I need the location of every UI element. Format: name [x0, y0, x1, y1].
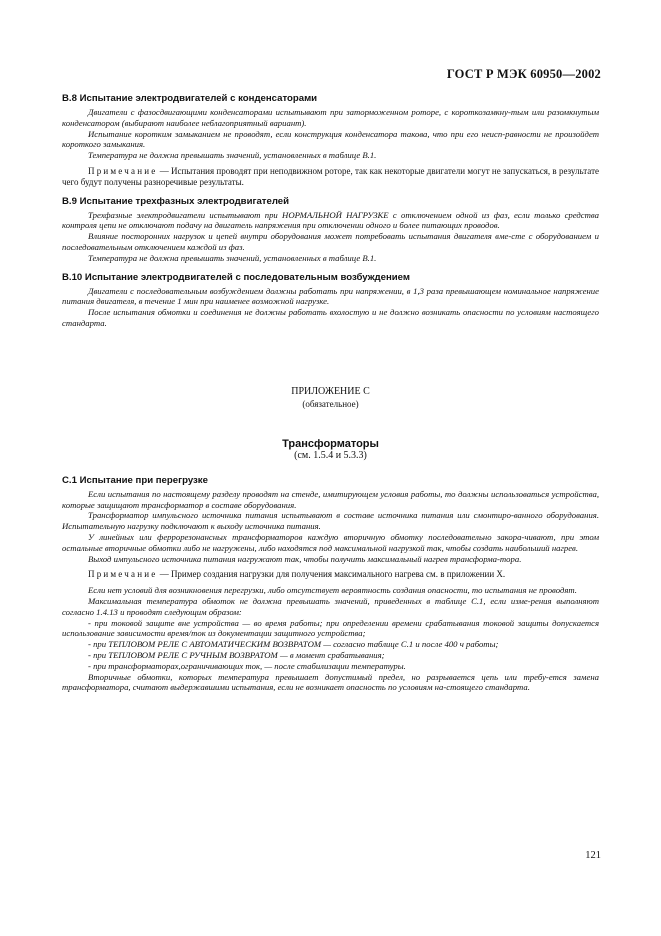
section-c1-title: С.1 Испытание при перегрузке [62, 474, 208, 486]
note-text: — Пример создания нагрузки для получения максимального нагрева см. в приложении Х. [157, 569, 506, 580]
note-text: — Испытания проводят при неподвижном роторе, так как некоторые двигатели могут не запускаться, в результате чего будут получены разноречивые результаты. [62, 165, 599, 187]
annex-status: (обязательное) [302, 398, 359, 409]
annex-title: ПРИЛОЖЕНИЕ С [291, 385, 370, 397]
paragraph: Температура не должна превышать значений, установленных в таблице В.1. [88, 150, 377, 161]
note [62, 166, 599, 188]
list-item: - при трансформаторах,ограничивающих ток, — после стабилизации температуры. [88, 660, 406, 671]
paragraph: Если испытания по настоящему разделу проводят на стенде, имитирующем условия работы, то должны использоваться устройства, которые защищают трансформатор в составе оборудования. [62, 488, 599, 510]
section-b9-title: В.9 Испытание трехфазных электродвигателей [62, 195, 290, 207]
paragraph: После испытания обмотки и соединения не должны работать вхолостую и не должно возникать опасности по условиям настоящего стандарта. [62, 307, 599, 328]
list-item: - при ТЕПЛОВОМ РЕЛЕ С РУЧНЫМ ВОЗВРАТОМ — в момент срабатывания; [88, 649, 385, 660]
paragraph: У линейных или феррорезонансных трансформаторов каждую вторичную обмотку последовательно закора-чивают, при этом остальные вторичные обмотки либо не нагружены, либо находятся под максимальной нагрузкой так, чтобы создать наибольший нагрев. [62, 531, 599, 553]
standard-header: ГОСТ Р МЭК 60950—2002 [446, 67, 601, 81]
note [62, 569, 599, 580]
paragraph: Влияние посторонних нагрузок и цепей внутри оборудования может потребовать испытания двигателя вме-сте с оборудованием и последовательным отключением каждой из фаз. [62, 231, 599, 252]
paragraph: Если нет условий для возникновения перегрузки, либо отсутствует вероятность создания опасности, то испытания не проводят. [88, 585, 577, 596]
paragraph: Максимальная температура обмоток не должна превышать значений, приведенных в таблице С.1, если изме-рения выполняют согласно 1.4.13 и проводят следующим образом: [62, 595, 599, 617]
page-content [62, 93, 599, 693]
list-item: - при ТЕПЛОВОМ РЕЛЕ С АВТОМАТИЧЕСКИМ ВОЗВРАТОМ — согласно таблице С.1 и после 400 ч работы; [88, 639, 499, 650]
list-item: - при токовой защите вне устройства — во время работы; при определении времени срабатывания токовой защиты допускается использование зависимости время/ток из документации защитного устройства; [62, 617, 599, 639]
paragraph: Вторичные обмотки, которых температура превышает допустимый предел, но разрывается цепь или требу-ется замена трансформатора, считают выдержавшими испытания, если не возникает опасность по условиям на-стоящего стандарта. [62, 671, 599, 693]
paragraph: Двигатели с последовательным возбуждением должны работать при напряжении, в 1,3 раза превышающем номинальное напряжение питания двигателя, в течение 1 мин при наименее возможной нагрузке. [62, 285, 599, 307]
section-b10-title: В.10 Испытание электродвигателей с последовательным возбуждением [62, 271, 410, 283]
annex-reference: (см. 1.5.4 и 5.3.3) [294, 449, 367, 461]
page-number: 121 [585, 850, 601, 861]
note-label: Примечание [88, 569, 158, 580]
section-b8-title: В.8 Испытание электродвигателей с конденсаторами [62, 93, 318, 104]
note-label: Примечание [88, 165, 158, 176]
paragraph: Трехфазные электродвигатели испытывают при НОРМАЛЬНОЙ НАГРУЗКЕ с отключением одной из фаз, если только средства контроля цепи не отключают подачу на двигатель напряжения при отключении одного и более питающих проводов. [62, 209, 599, 231]
paragraph: Двигатели с фазосдвигающими конденсаторами испытывают при заторможенном роторе, с короткозамкну-тым или разомкнутым конденсатором (выбирают наиболее неблагоприятный вариант). [62, 107, 599, 128]
paragraph: Выход импульсного источника питания нагружают так, чтобы получить максимальный нагрев трансформа-тора. [88, 553, 522, 564]
paragraph: Трансформатор импульсного источника питания испытывают в составе источника питания или смонтиро-ванного оборудования. Испытательную нагрузку подключают к выходу источника питания. [62, 510, 599, 532]
paragraph: Температура не должна превышать значений, установленных в таблице В.1. [88, 252, 377, 263]
paragraph: Испытание коротким замыканием не проводят, если конструкция конденсатора такова, что при его неисп-равности не произойдет короткого замыкания. [62, 128, 599, 150]
annex-name: Трансформаторы [282, 437, 379, 450]
